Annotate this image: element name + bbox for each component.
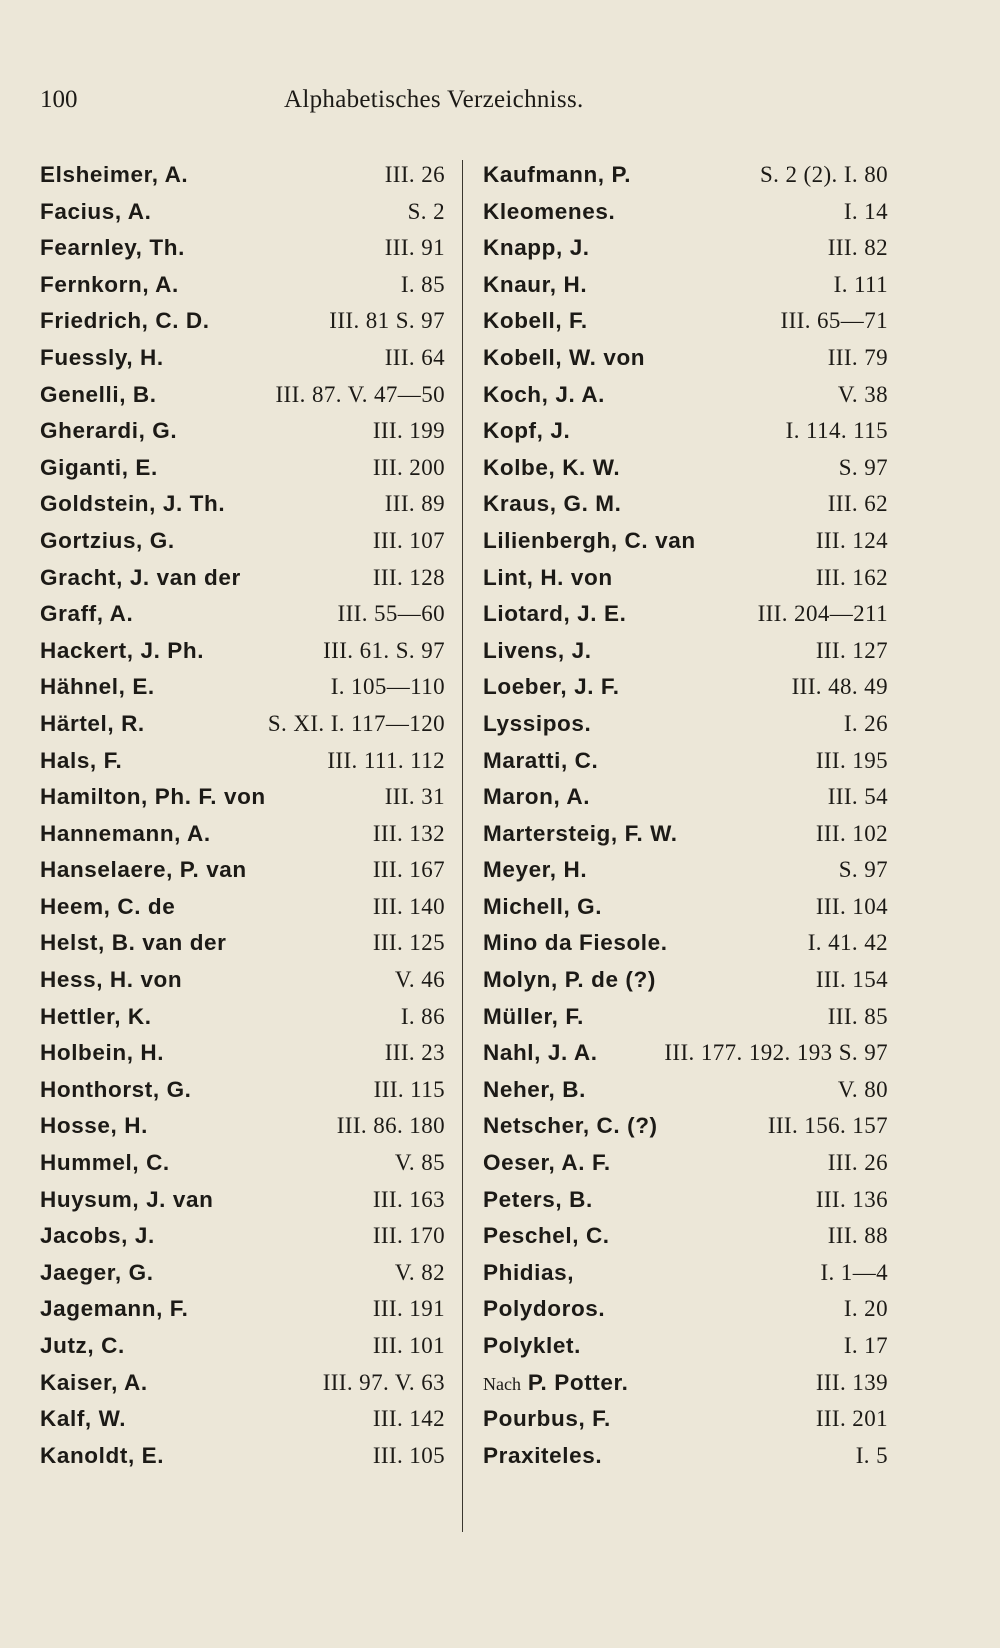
entry-reference: III. 79 [827,344,888,370]
index-entry [40,999,445,1036]
entry-reference: III. 125 [372,930,445,956]
index-entry [40,267,445,304]
entry-reference: I. 111 [833,271,888,297]
index-entry [40,1291,445,1328]
entry-reference: III. 54 [827,784,888,810]
entry-reference: III. 26 [827,1150,888,1176]
entry-reference: I. 26 [843,710,888,736]
entry-reference: III. 87. V. 47—50 [275,381,445,407]
index-entry [40,1438,445,1475]
entry-name: Kolbe, K. W. [483,454,621,480]
index-entry [40,816,445,853]
entry-reference: III. 142 [372,1406,445,1432]
index-entry [40,779,445,816]
entry-reference: III. 115 [373,1076,445,1102]
index-entry [483,816,888,853]
entry-name: Mino da Fiesole. [483,930,668,956]
entry-reference: III. 107 [372,527,445,553]
entry-name: Maron, A. [483,784,591,810]
entry-name: Honthorst, G. [40,1076,192,1102]
index-entry [483,1035,888,1072]
column-divider [462,160,463,1532]
entry-reference: III. 167 [372,857,445,883]
page-number: 100 [40,86,78,113]
entry-name: Hanselaere, P. van [40,857,247,883]
entry-name: Jagemann, F. [40,1296,189,1322]
index-entry [40,1182,445,1219]
entry-reference: III. 163 [372,1186,445,1212]
entry-name: Jacobs, J. [40,1223,155,1249]
index-entry [40,852,445,889]
entry-reference: III. 31 [384,784,445,810]
entry-name: Härtel, R. [40,710,145,736]
index-entry [483,486,888,523]
entry-reference: III. 85 [827,1003,888,1029]
entry-reference: V. 46 [394,967,445,993]
entry-name: Goldstein, J. Th. [40,491,226,517]
entry-reference: III. 55—60 [337,601,445,627]
index-entry [483,706,888,743]
entry-name: Hähnel, E. [40,674,155,700]
entry-name: Heem, C. de [40,893,176,919]
entry-reference: I. 14 [843,198,888,224]
entry-reference: I. 105—110 [330,674,445,700]
index-entry [40,1255,445,1292]
entry-name: Phidias, [483,1259,575,1285]
entry-name: Huysum, J. van [40,1186,214,1212]
entry-name: Kalf, W. [40,1406,127,1432]
entry-name: Fuessly, H. [40,344,164,370]
entry-reference: III. 136 [815,1186,888,1212]
entry-reference: III. 64 [384,344,445,370]
entry-name: Hackert, J. Ph. [40,637,205,663]
entry-name: Polydoros. [483,1296,606,1322]
entry-reference: S. 2 (2). I. 80 [759,162,888,187]
entry-reference: III. 102 [815,820,888,846]
entry-name: Genelli, B. [40,381,157,407]
index-entry [483,743,888,780]
entry-name: Fernkorn, A. [40,271,179,297]
entry-name: Kobell, W. von [483,344,646,370]
index-entry [483,596,888,633]
index-entry [483,669,888,706]
entry-reference: V. 82 [394,1259,445,1285]
entry-prefix: Nach [483,1373,521,1394]
entry-reference: III. 199 [372,418,445,444]
index-column-right [483,157,888,1474]
entry-name: Fearnley, Th. [40,235,185,261]
entry-reference: III. 48. 49 [791,674,888,700]
index-entry [40,1365,445,1402]
index-entry [40,450,445,487]
entry-reference: III. 201 [815,1406,888,1432]
entry-name: Lilienbergh, C. van [483,527,696,553]
entry-reference: III. 89 [384,491,445,517]
index-entry [483,999,888,1036]
entry-name: Pourbus, F. [483,1406,611,1432]
index-entry [40,303,445,340]
index-entry [40,1108,445,1145]
entry-reference: I. 20 [843,1296,888,1322]
index-entry [483,925,888,962]
entry-reference: III. 86. 180 [336,1113,445,1139]
entry-reference: III. 82 [827,235,888,261]
entry-reference: III. 200 [372,454,445,480]
entry-name: Livens, J. [483,637,592,663]
entry-name: Giganti, E. [40,454,158,480]
entry-name: Kraus, G. M. [483,491,622,517]
index-entry [483,1438,888,1475]
entry-name: Knapp, J. [483,235,590,261]
entry-name: Peters, B. [483,1186,593,1212]
index-entry [40,669,445,706]
index-entry [483,1291,888,1328]
entry-name: Hannemann, A. [40,820,211,846]
entry-name: Neher, B. [483,1076,586,1102]
index-entry [40,743,445,780]
entry-reference: S. 2 [407,198,445,224]
entry-reference: S. 97 [838,454,888,480]
entry-name [483,1365,628,1403]
index-entry [40,157,445,194]
index-entry [40,230,445,267]
entry-name: Praxiteles. [483,1442,603,1468]
entry-name: Nahl, J. A. [483,1040,598,1066]
index-entry [483,413,888,450]
index-entry [40,889,445,926]
index-entry [483,1218,888,1255]
page-header [40,86,890,126]
entry-name: Graff, A. [40,601,134,627]
index-entry [483,1145,888,1182]
entry-reference: III. 97. V. 63 [322,1369,445,1395]
entry-reference: III. 65—71 [780,308,888,334]
entry-reference: III. 101 [372,1333,445,1358]
entry-reference: III. 127 [815,637,888,663]
entry-name: Müller, F. [483,1003,585,1029]
entry-reference: III. 177. 192. 193 S. 97 [664,1040,888,1066]
index-entry [483,962,888,999]
index-entry [40,1072,445,1109]
index-entry [483,303,888,340]
entry-reference: S. 97 [838,857,888,883]
entry-reference: III. 140 [372,893,445,919]
index-entry [40,962,445,999]
entry-reference: I. 5 [855,1442,888,1468]
entry-reference: I. 1—4 [820,1259,888,1285]
entry-name: Koch, J. A. [483,381,606,407]
index-entry [483,1328,888,1365]
index-entry [40,1035,445,1072]
entry-reference: I. 85 [400,271,445,297]
entry-reference: III. 204—211 [757,601,888,627]
index-entry [483,1108,888,1145]
index-entry [40,596,445,633]
entry-name: Peschel, C. [483,1223,610,1249]
entry-reference: III. 162 [815,564,888,590]
entry-name: Loeber, J. F. [483,674,620,700]
entry-name: Hosse, H. [40,1113,148,1139]
entry-name: Kleomenes. [483,198,616,224]
index-entry [483,1255,888,1292]
index-entry [40,413,445,450]
entry-name: Knaur, H. [483,271,588,297]
index-entry [483,1365,888,1402]
entry-reference: III. 61. S. 97 [323,637,445,663]
entry-reference: III. 156. 157 [767,1113,888,1139]
index-entry [483,633,888,670]
index-entry [40,377,445,414]
entry-reference: III. 139 [815,1369,888,1395]
entry-reference: I. 41. 42 [807,930,888,956]
entry-reference: III. 88 [827,1223,888,1249]
entry-reference: III. 23 [384,1040,445,1066]
entry-name: Liotard, J. E. [483,601,627,627]
index-entry [40,706,445,743]
entry-name: Hettler, K. [40,1003,152,1029]
index-entry [483,1072,888,1109]
index-entry [483,194,888,231]
entry-reference: III. 154 [815,967,888,993]
entry-name: Maratti, C. [483,747,599,773]
entry-name: Michell, G. [483,893,603,919]
entry-name-text: P. Potter. [527,1369,629,1395]
index-entry [40,1218,445,1255]
index-entry [483,1401,888,1438]
entry-name: Polyklet. [483,1333,581,1358]
entry-name: Netscher, C. (?) [483,1113,658,1139]
entry-reference: III. 81 S. 97 [329,308,445,334]
index-entry [40,560,445,597]
entry-name: Hummel, C. [40,1150,170,1176]
index-entry [483,889,888,926]
entry-reference: III. 111. 112 [327,747,445,773]
entry-reference: I. 17 [843,1333,888,1358]
index-entry [40,633,445,670]
entry-name: Gortzius, G. [40,527,175,553]
entry-name: Martersteig, F. W. [483,820,678,846]
index-entry [40,194,445,231]
entry-name: Jaeger, G. [40,1259,154,1285]
entry-reference: III. 62 [827,491,888,517]
entry-reference: I. 86 [400,1003,445,1029]
entry-reference: III. 105 [372,1442,445,1468]
entry-name: Lint, H. von [483,564,613,590]
entry-reference: III. 104 [815,893,888,919]
entry-name: Lyssipos. [483,710,592,736]
entry-name: Hamilton, Ph. F. von [40,784,266,810]
index-entry [483,779,888,816]
entry-name: Holbein, H. [40,1040,165,1066]
entry-reference: V. 80 [837,1076,888,1102]
entry-name: Friedrich, C. D. [40,308,210,334]
entry-reference: III. 128 [372,564,445,590]
entry-reference: III. 191 [372,1296,445,1322]
entry-name: Hals, F. [40,747,123,773]
index-entry [40,925,445,962]
entry-name: Hess, H. von [40,967,183,993]
entry-name: Kaufmann, P. [483,162,632,187]
entry-reference: III. 132 [372,820,445,846]
index-entry [40,1328,445,1365]
index-entry [483,230,888,267]
entry-name: Oeser, A. F. [483,1150,611,1176]
entry-reference: III. 170 [372,1223,445,1249]
entry-name: Kopf, J. [483,418,571,444]
entry-name: Elsheimer, A. [40,162,189,187]
index-entry [483,523,888,560]
index-entry [483,267,888,304]
index-entry [40,340,445,377]
entry-name: Jutz, C. [40,1333,125,1358]
entry-reference: III. 124 [815,527,888,553]
entry-name: Molyn, P. de (?) [483,967,656,993]
entry-reference: I. 114. 115 [785,418,888,444]
entry-name: Gherardi, G. [40,418,178,444]
entry-reference: III. 26 [384,162,445,187]
entry-reference: S. XI. I. 117—120 [267,710,445,736]
entry-name: Facius, A. [40,198,152,224]
index-entry [40,523,445,560]
entry-name: Helst, B. van der [40,930,227,956]
entry-reference: III. 91 [384,235,445,261]
index-entry [40,1401,445,1438]
entry-name: Kobell, F. [483,308,588,334]
index-entry [483,340,888,377]
running-title: Alphabetisches Verzeichniss. [284,86,584,113]
entry-reference: V. 38 [837,381,888,407]
entry-reference: III. 195 [815,747,888,773]
entry-name: Kaiser, A. [40,1369,148,1395]
index-entry [483,450,888,487]
index-entry [483,852,888,889]
entry-name: Gracht, J. van der [40,564,241,590]
entry-name: Kanoldt, E. [40,1442,165,1468]
index-entry [40,1145,445,1182]
entry-reference: V. 85 [394,1150,445,1176]
index-entry [40,486,445,523]
entry-name: Meyer, H. [483,857,588,883]
index-entry [483,560,888,597]
index-entry [483,157,888,194]
index-entry [483,377,888,414]
index-entry [483,1182,888,1219]
index-column-left [40,157,445,1474]
